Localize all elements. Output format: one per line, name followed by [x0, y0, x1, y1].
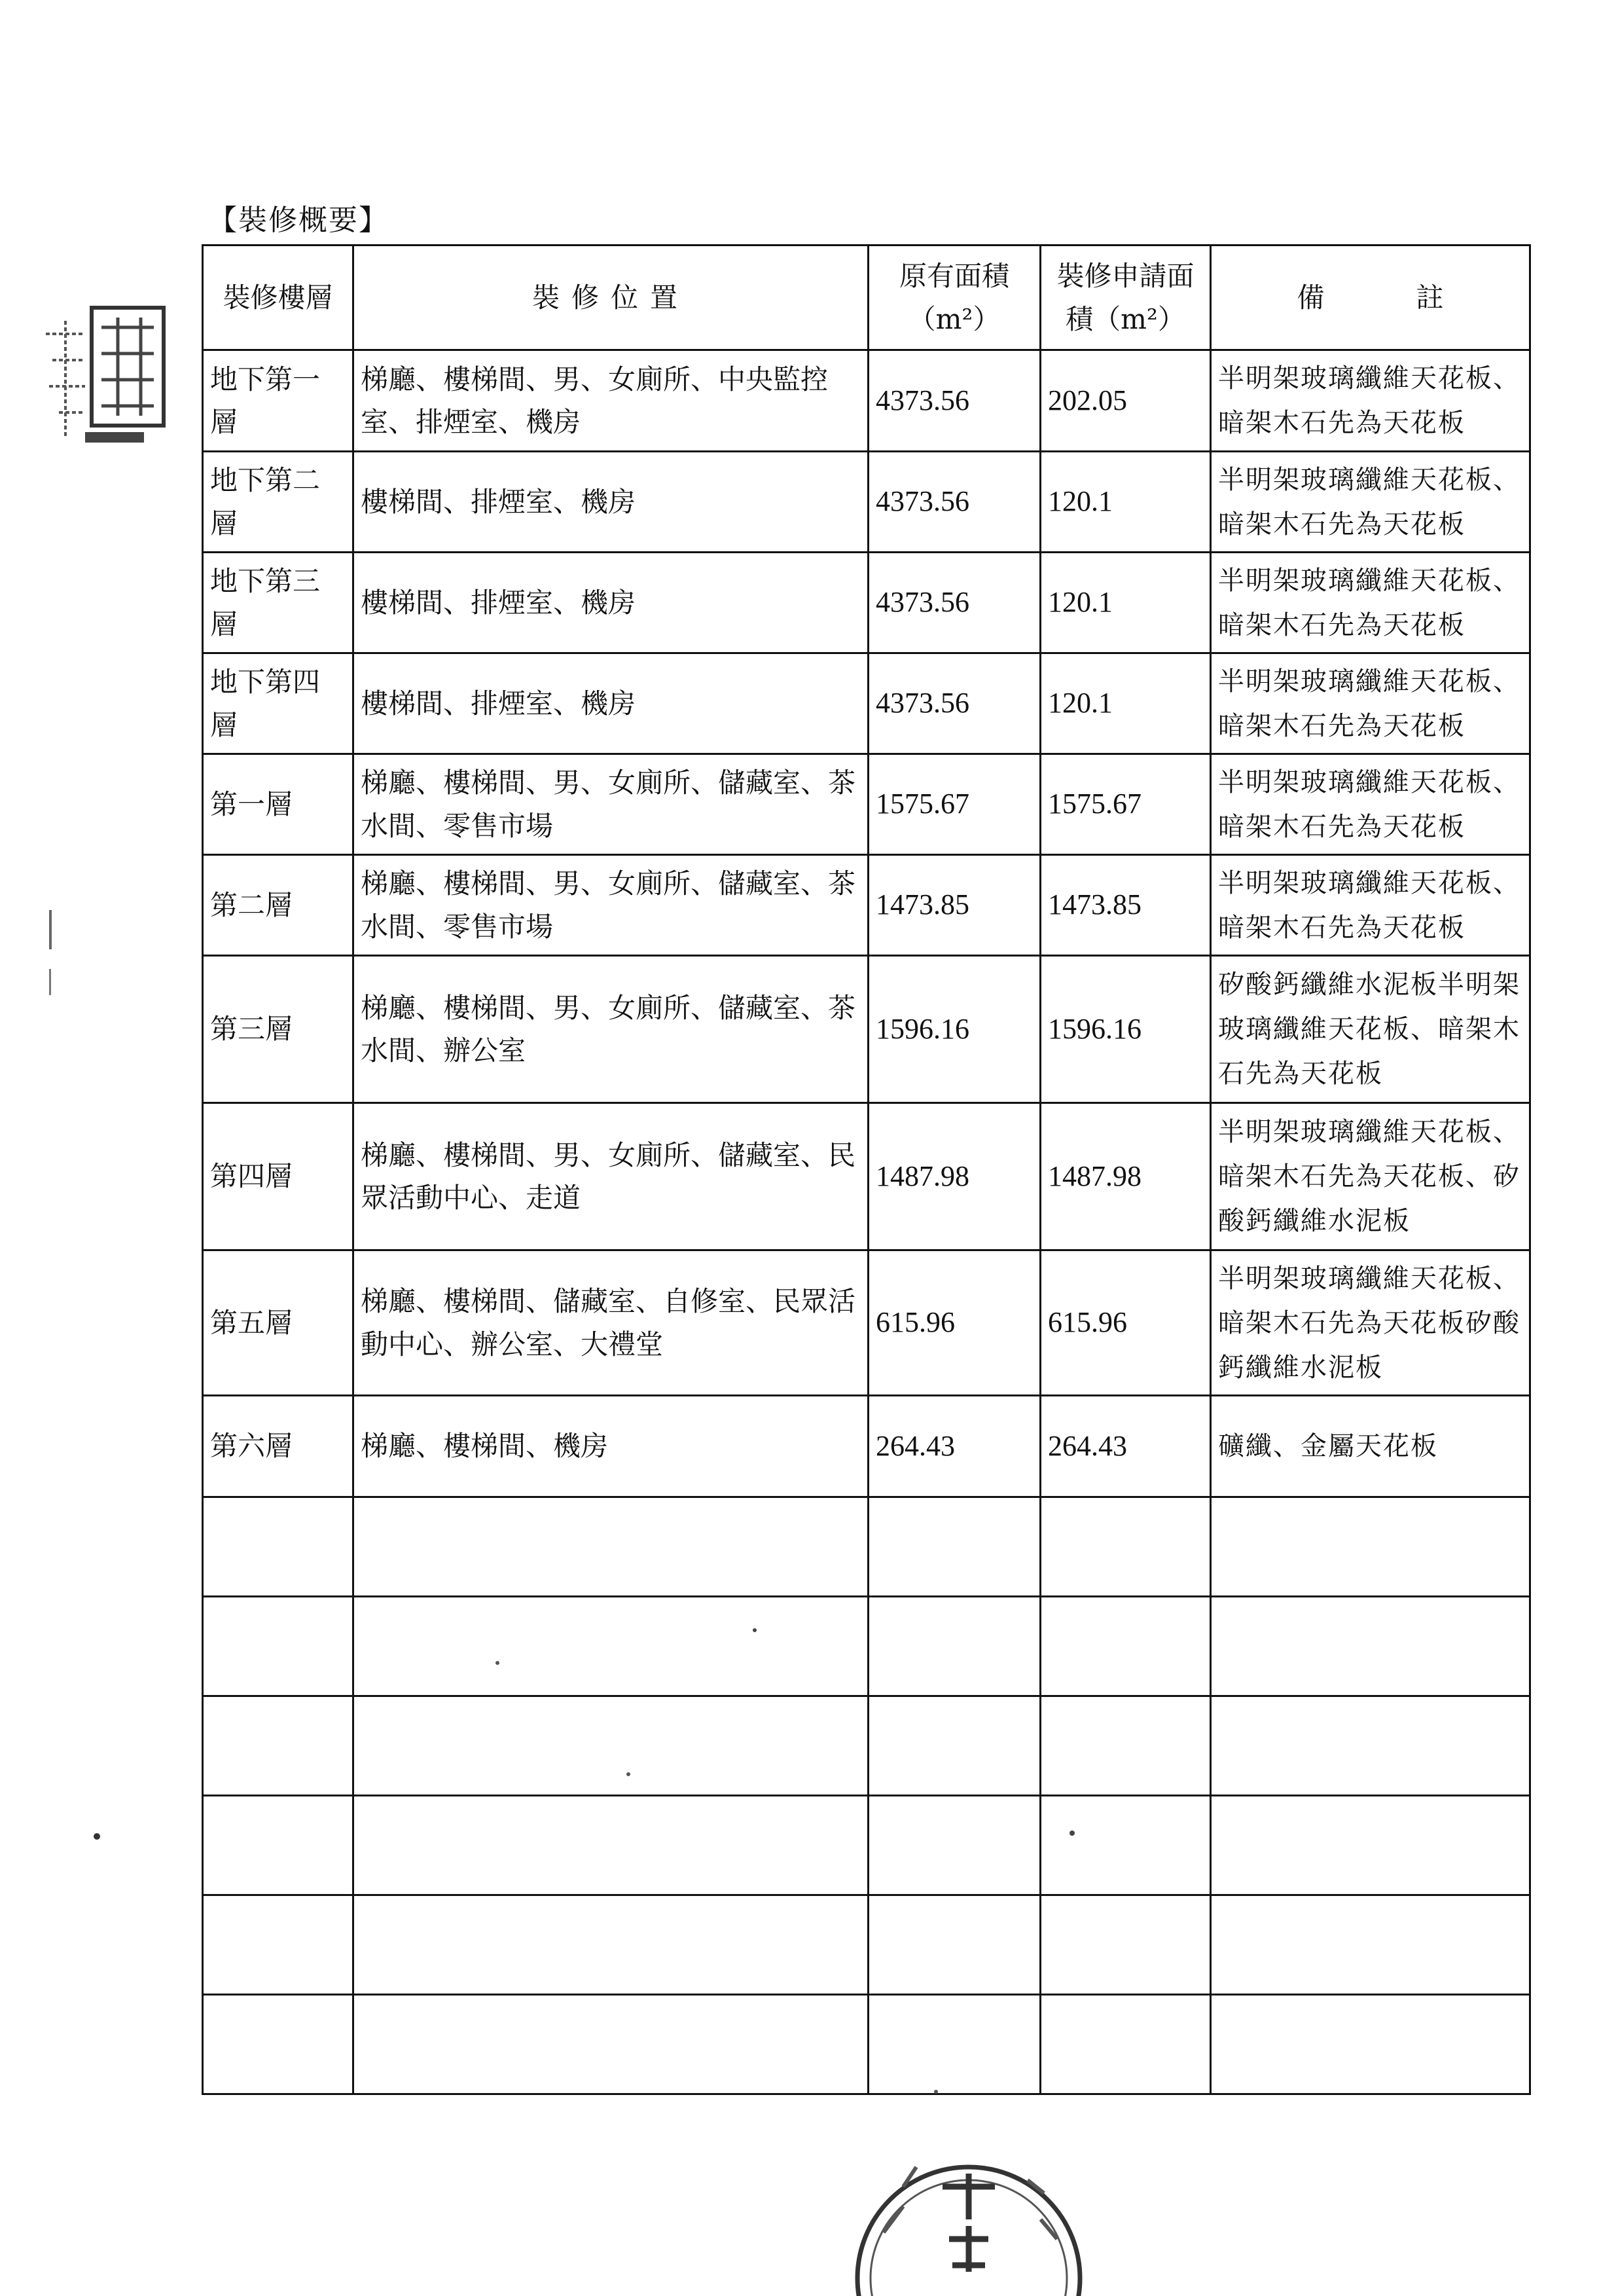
- cell-location: 梯廳、樓梯間、男、女廁所、儲藏室、茶水間、零售市場: [353, 754, 869, 855]
- cell-original-area: 1487.98: [869, 1103, 1041, 1250]
- cell-original-area: 4373.56: [869, 350, 1041, 452]
- cell-remarks: 半明架玻璃纖維天花板、暗架木石先為天花板: [1211, 452, 1530, 553]
- empty-cell: [869, 1796, 1041, 1895]
- stamp-left: [39, 295, 170, 465]
- cell-original-area: 1575.67: [869, 754, 1041, 855]
- table-header-row: [203, 246, 1530, 350]
- cell-location: 梯廳、樓梯間、機房: [353, 1396, 869, 1497]
- cell-original-area: 1473.85: [869, 855, 1041, 956]
- cell-applied-area: 120.1: [1041, 653, 1211, 754]
- cell-location: 樓梯間、排煙室、機房: [353, 452, 869, 553]
- empty-cell: [869, 1696, 1041, 1796]
- empty-cell: [203, 1497, 353, 1597]
- table-row: [203, 1396, 1530, 1497]
- empty-table-row: [203, 1796, 1530, 1895]
- cell-remarks: 半明架玻璃纖維天花板、暗架木石先為天花板: [1211, 653, 1530, 754]
- empty-cell: [1211, 1895, 1530, 1995]
- cell-original-area: 4373.56: [869, 653, 1041, 754]
- empty-cell: [353, 1597, 869, 1696]
- empty-table-row: [203, 1497, 1530, 1597]
- header-location: 裝修位置: [353, 246, 869, 350]
- empty-cell: [1041, 1895, 1211, 1995]
- cell-applied-area: 120.1: [1041, 553, 1211, 653]
- empty-cell: [869, 1597, 1041, 1696]
- table-row: [203, 452, 1530, 553]
- cell-floor: 第四層: [203, 1103, 353, 1250]
- table-row: [203, 754, 1530, 855]
- empty-cell: [203, 1895, 353, 1995]
- empty-cell: [1041, 1796, 1211, 1895]
- cell-floor: 地下第二層: [203, 452, 353, 553]
- header-remarks: [1211, 246, 1530, 350]
- table-body: [203, 350, 1530, 2094]
- cell-remarks: 矽酸鈣纖維水泥板半明架玻璃纖維天花板、暗架木石先為天花板: [1211, 956, 1530, 1103]
- empty-cell: [1041, 1995, 1211, 2094]
- table-row: [203, 956, 1530, 1103]
- cell-original-area: 615.96: [869, 1250, 1041, 1396]
- cell-applied-area: 1596.16: [1041, 956, 1211, 1103]
- empty-cell: [353, 1995, 869, 2094]
- empty-table-row: [203, 1597, 1530, 1696]
- cell-floor: 第六層: [203, 1396, 353, 1497]
- cell-location: 樓梯間、排煙室、機房: [353, 553, 869, 653]
- section-title: 【裝修概要】: [208, 204, 389, 237]
- cell-applied-area: 120.1: [1041, 452, 1211, 553]
- cell-remarks: 半明架玻璃纖維天花板、暗架木石先為天花板: [1211, 754, 1530, 855]
- empty-cell: [1211, 1995, 1530, 2094]
- empty-table-row: [203, 1995, 1530, 2094]
- official-seal: [844, 2102, 1093, 2296]
- table-row: [203, 1103, 1530, 1250]
- cell-original-area: 264.43: [869, 1396, 1041, 1497]
- cell-applied-area: 1473.85: [1041, 855, 1211, 956]
- cell-remarks: 礦纖、金屬天花板: [1211, 1396, 1530, 1497]
- cell-remarks: 半明架玻璃纖維天花板、暗架木石先為天花板: [1211, 855, 1530, 956]
- cell-original-area: 4373.56: [869, 452, 1041, 553]
- cell-original-area: 1596.16: [869, 956, 1041, 1103]
- cell-applied-area: 202.05: [1041, 350, 1211, 452]
- empty-cell: [1211, 1597, 1530, 1696]
- empty-cell: [1041, 1696, 1211, 1796]
- cell-location: 梯廳、樓梯間、男、女廁所、儲藏室、茶水間、辦公室: [353, 956, 869, 1103]
- header-remarks-left: 備: [1297, 281, 1325, 314]
- header-floor: 裝修樓層: [203, 246, 353, 350]
- cell-applied-area: 615.96: [1041, 1250, 1211, 1396]
- empty-table-row: [203, 1696, 1530, 1796]
- cell-location: 梯廳、樓梯間、男、女廁所、中央監控室、排煙室、機房: [353, 350, 869, 452]
- empty-cell: [1211, 1497, 1530, 1597]
- empty-cell: [353, 1497, 869, 1597]
- empty-cell: [869, 1895, 1041, 1995]
- header-applied-area: 裝修申請面積（m²）: [1041, 246, 1211, 350]
- empty-cell: [869, 1995, 1041, 2094]
- table-row: [203, 855, 1530, 956]
- cell-location: 樓梯間、排煙室、機房: [353, 653, 869, 754]
- empty-cell: [353, 1796, 869, 1895]
- empty-cell: [353, 1696, 869, 1796]
- table-row: [203, 350, 1530, 452]
- cell-floor: 地下第四層: [203, 653, 353, 754]
- cell-original-area: 4373.56: [869, 553, 1041, 653]
- table-row: [203, 553, 1530, 653]
- cell-floor: 第二層: [203, 855, 353, 956]
- table-row: [203, 653, 1530, 754]
- cell-applied-area: 1487.98: [1041, 1103, 1211, 1250]
- cell-floor: 地下第一層: [203, 350, 353, 452]
- cell-floor: 第三層: [203, 956, 353, 1103]
- renovation-summary-table: [202, 244, 1531, 2095]
- cell-floor: 第五層: [203, 1250, 353, 1396]
- empty-cell: [203, 1696, 353, 1796]
- header-original-area: 原有面積（m²）: [869, 246, 1041, 350]
- header-remarks-right: 註: [1416, 281, 1444, 314]
- cell-remarks: 半明架玻璃纖維天花板、暗架木石先為天花板矽酸鈣纖維水泥板: [1211, 1250, 1530, 1396]
- empty-cell: [203, 1597, 353, 1696]
- empty-cell: [203, 1796, 353, 1895]
- cell-applied-area: 264.43: [1041, 1396, 1211, 1497]
- empty-cell: [353, 1895, 869, 1995]
- cell-location: 梯廳、樓梯間、儲藏室、自修室、民眾活動中心、辦公室、大禮堂: [353, 1250, 869, 1396]
- empty-cell: [203, 1995, 353, 2094]
- cell-applied-area: 1575.67: [1041, 754, 1211, 855]
- cell-floor: 地下第三層: [203, 553, 353, 653]
- empty-table-row: [203, 1895, 1530, 1995]
- empty-cell: [1041, 1497, 1211, 1597]
- cell-floor: 第一層: [203, 754, 353, 855]
- cell-location: 梯廳、樓梯間、男、女廁所、儲藏室、茶水間、零售市場: [353, 855, 869, 956]
- empty-cell: [1211, 1696, 1530, 1796]
- table-row: [203, 1250, 1530, 1396]
- cell-remarks: 半明架玻璃纖維天花板、暗架木石先為天花板: [1211, 553, 1530, 653]
- cell-remarks: 半明架玻璃纖維天花板、暗架木石先為天花板、矽酸鈣纖維水泥板: [1211, 1103, 1530, 1250]
- empty-cell: [869, 1497, 1041, 1597]
- empty-cell: [1211, 1796, 1530, 1895]
- cell-remarks: 半明架玻璃纖維天花板、暗架木石先為天花板: [1211, 350, 1530, 452]
- empty-cell: [1041, 1597, 1211, 1696]
- cell-location: 梯廳、樓梯間、男、女廁所、儲藏室、民眾活動中心、走道: [353, 1103, 869, 1250]
